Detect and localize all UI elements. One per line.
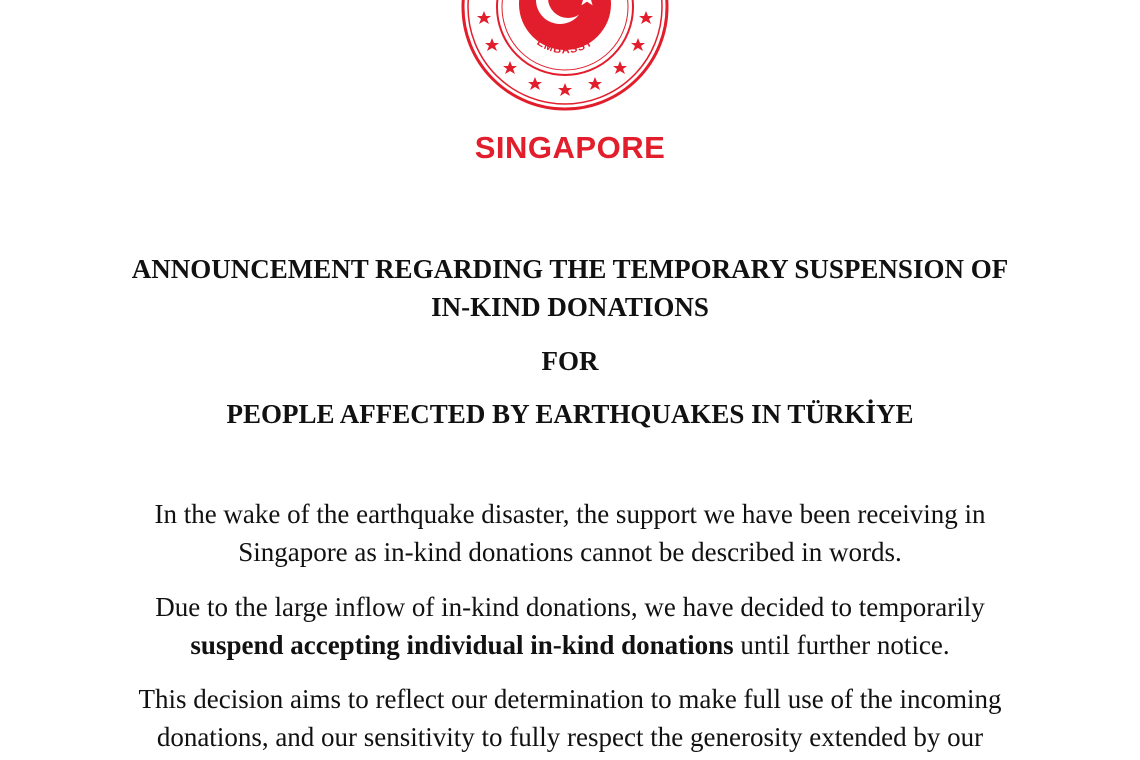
paragraph-3: [0, 680, 1140, 756]
paragraph-1-line-2: Singapore as in-kind donations cannot be described in words.: [238, 537, 902, 567]
paragraph-2-bold-text: suspend accepting individual in-kind donations: [190, 630, 734, 660]
embassy-seal-logo: [460, 0, 670, 112]
announcement-title: [0, 250, 1140, 326]
paragraph-1: [0, 495, 1140, 571]
paragraph-2: [0, 588, 1140, 664]
paragraph-2-line-2: [0, 626, 1140, 664]
paragraph-2-rest-text: until further notice.: [733, 630, 950, 660]
seal-arc-text: EMBASSY: [534, 36, 596, 57]
title-line-2: IN-KIND DONATIONS: [431, 292, 709, 322]
title-line-4: PEOPLE AFFECTED BY EARTHQUAKES IN TÜRKİYE: [226, 399, 914, 429]
paragraph-1-line-1: In the wake of the earthquake disaster, the support we have been receiving in: [154, 499, 986, 529]
paragraph-3-line-1: This decision aims to reflect our determination to make full use of the incoming: [138, 684, 1002, 714]
title-line-1: ANNOUNCEMENT REGARDING THE TEMPORARY SUSPENSION OF: [131, 254, 1009, 284]
embassy-location: SINGAPORE: [474, 130, 666, 165]
paragraph-2-line-1: Due to the large inflow of in-kind donations, we have decided to temporarily: [155, 592, 985, 622]
paragraph-3-line-2: donations, and our sensitivity to fully respect the generosity extended by our: [156, 722, 984, 752]
title-line-3: FOR: [541, 346, 599, 376]
